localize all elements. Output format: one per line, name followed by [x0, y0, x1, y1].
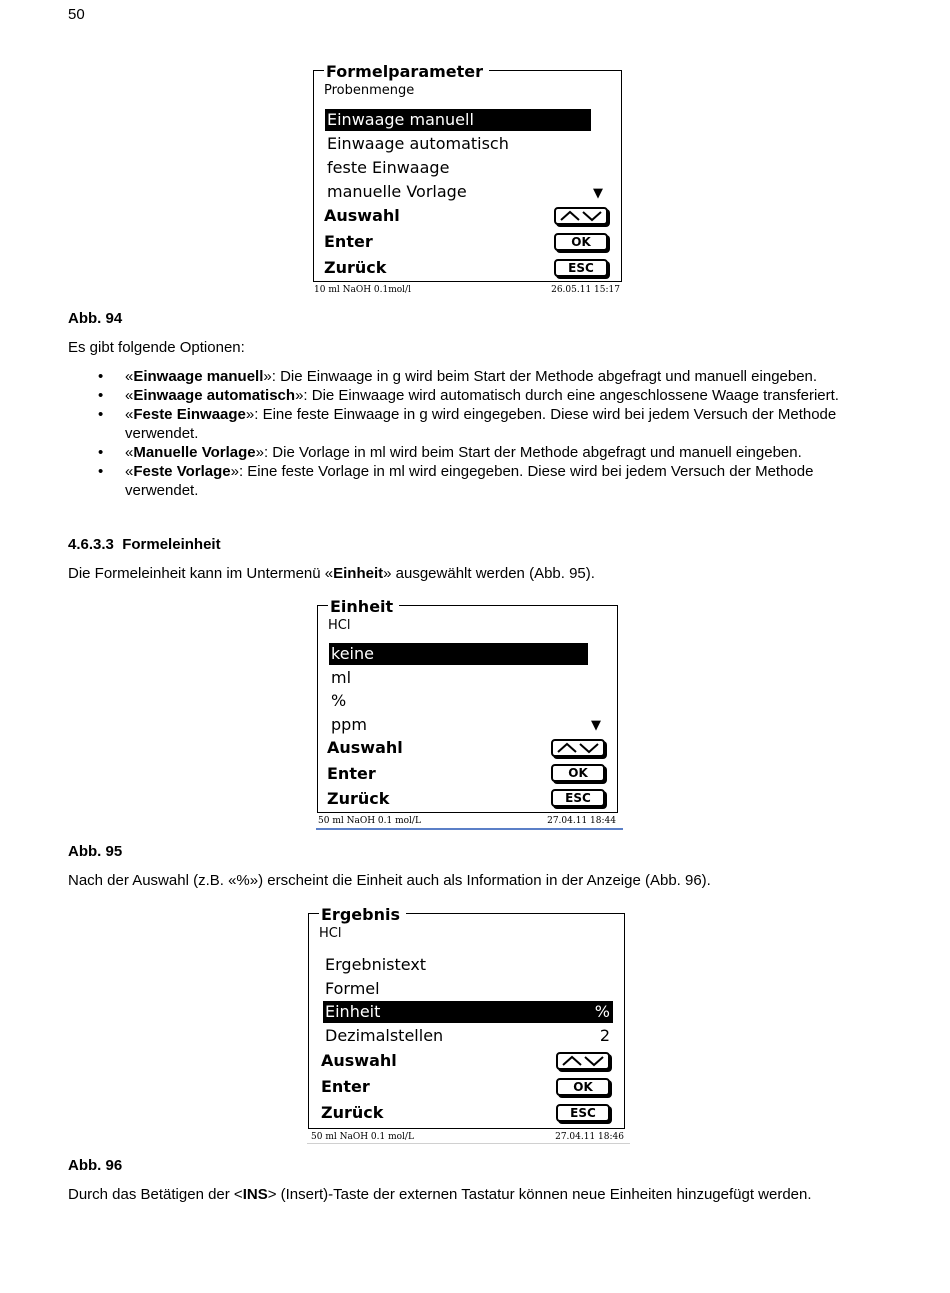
status-datetime: 27.04.11 18:46: [555, 1132, 624, 1142]
menu-item-ppm[interactable]: ppm: [331, 715, 367, 734]
status-underline: [307, 1143, 630, 1144]
scroll-down-arrow-icon: ▼: [591, 718, 601, 733]
status-method: 50 ml NaOH 0.1 mol/L: [318, 816, 421, 826]
page-number: 50: [68, 6, 85, 23]
menu-item-percent[interactable]: %: [331, 691, 347, 710]
key-label-select: Auswahl: [321, 1051, 397, 1070]
figure-caption: Abb. 96: [68, 1157, 123, 1174]
section-title: Formeleinheit: [122, 536, 221, 553]
menu-item-feste-einwaage[interactable]: feste Einwaage: [327, 158, 450, 177]
ok-key[interactable]: OK: [551, 764, 605, 782]
paragraph-final: Durch das Betätigen der <INS> (Insert)-Taste der externen Tastatur können neue Einheiten hinzugefügt werden.: [68, 1186, 812, 1203]
list-item: • «Feste Einwaage»: Eine feste Einwaage in g wird eingegeben. Diese wird bei jedem Versuch der Methode verwendet.: [98, 406, 837, 442]
status-underline: [316, 828, 623, 830]
menu-item-einheit[interactable]: Einheit %: [323, 1001, 613, 1023]
paragraph-section: Die Formeleinheit kann im Untermenü «Einheit» ausgewählt werden (Abb. 95).: [68, 565, 595, 582]
status-bar: [311, 1132, 624, 1142]
status-datetime: 27.04.11 18:44: [547, 816, 616, 826]
figure-caption: Abb. 94: [68, 310, 123, 327]
key-label-enter: Enter: [324, 232, 373, 251]
menu-item-einwaage-manuell[interactable]: Einwaage manuell: [325, 109, 591, 131]
screen-einheit: [317, 597, 618, 813]
esc-key[interactable]: ESC: [551, 789, 605, 807]
ok-key[interactable]: OK: [556, 1078, 610, 1096]
scroll-down-arrow-icon: ▼: [593, 186, 603, 201]
status-datetime: 26.05.11 15:17: [551, 285, 620, 295]
screen-subtitle: HCl: [319, 926, 342, 941]
status-method: 50 ml NaOH 0.1 mol/L: [311, 1132, 414, 1142]
screen-title: Formelparameter: [324, 63, 489, 81]
status-bar: [314, 285, 620, 295]
screen-ergebnis: [308, 905, 625, 1129]
key-label-back: Zurück: [324, 258, 387, 277]
key-label-select: Auswahl: [324, 206, 400, 225]
esc-key[interactable]: ESC: [556, 1104, 610, 1122]
menu-item-ergebnistext[interactable]: Ergebnistext: [325, 955, 427, 974]
screen-formelparameter: [313, 62, 622, 282]
list-item: • «Einwaage automatisch»: Die Einwaage wird automatisch durch eine angeschlossene Waage transferiert.: [98, 387, 839, 404]
figure-caption: Abb. 95: [68, 843, 123, 860]
key-label-select: Auswahl: [327, 738, 403, 757]
list-item: • «Feste Vorlage»: Eine feste Vorlage in ml wird eingegeben. Diese wird bei jedem Versuch der Methode verwendet.: [98, 463, 814, 499]
list-item: • «Einwaage manuell»: Die Einwaage in g wird beim Start der Methode abgefragt und manuell eingeben.: [98, 368, 818, 385]
paragraph-intro: Es gibt folgende Optionen:: [68, 339, 245, 356]
screen-subtitle: Probenmenge: [324, 83, 415, 98]
menu-item-ml[interactable]: ml: [331, 668, 352, 687]
list-item: • «Manuelle Vorlage»: Die Vorlage in ml wird beim Start der Methode abgefragt und manuell eingeben.: [98, 444, 802, 461]
menu-item-dezimalstellen[interactable]: Dezimalstellen 2: [325, 1026, 610, 1045]
key-label-back: Zurück: [321, 1103, 384, 1122]
menu-item-manuelle-vorlage[interactable]: manuelle Vorlage: [327, 182, 467, 201]
paragraph-after-95: Nach der Auswahl (z.B. «%») erscheint die Einheit auch als Information in der Anzeige (Abb. 96).: [68, 872, 711, 889]
up-down-key-icon[interactable]: [556, 1052, 610, 1070]
key-label-enter: Enter: [321, 1077, 370, 1096]
status-method: 10 ml NaOH 0.1mol/l: [314, 285, 411, 295]
screen-title: Ergebnis: [319, 906, 406, 924]
menu-item-keine[interactable]: keine: [329, 643, 588, 665]
screen-title: Einheit: [328, 598, 399, 616]
esc-key[interactable]: ESC: [554, 259, 608, 277]
options-list: [68, 367, 878, 500]
section-number: 4.6.3.3: [68, 536, 114, 553]
section-heading: [68, 536, 221, 553]
up-down-key-icon[interactable]: [554, 207, 608, 225]
menu-item-einwaage-automatisch[interactable]: Einwaage automatisch: [327, 134, 509, 153]
status-bar: [318, 816, 616, 826]
key-label-back: Zurück: [327, 789, 390, 808]
up-down-key-icon[interactable]: [551, 739, 605, 757]
screen-subtitle: HCl: [328, 618, 351, 633]
key-label-enter: Enter: [327, 764, 376, 783]
ok-key[interactable]: OK: [554, 233, 608, 251]
menu-item-formel[interactable]: Formel: [325, 979, 380, 998]
